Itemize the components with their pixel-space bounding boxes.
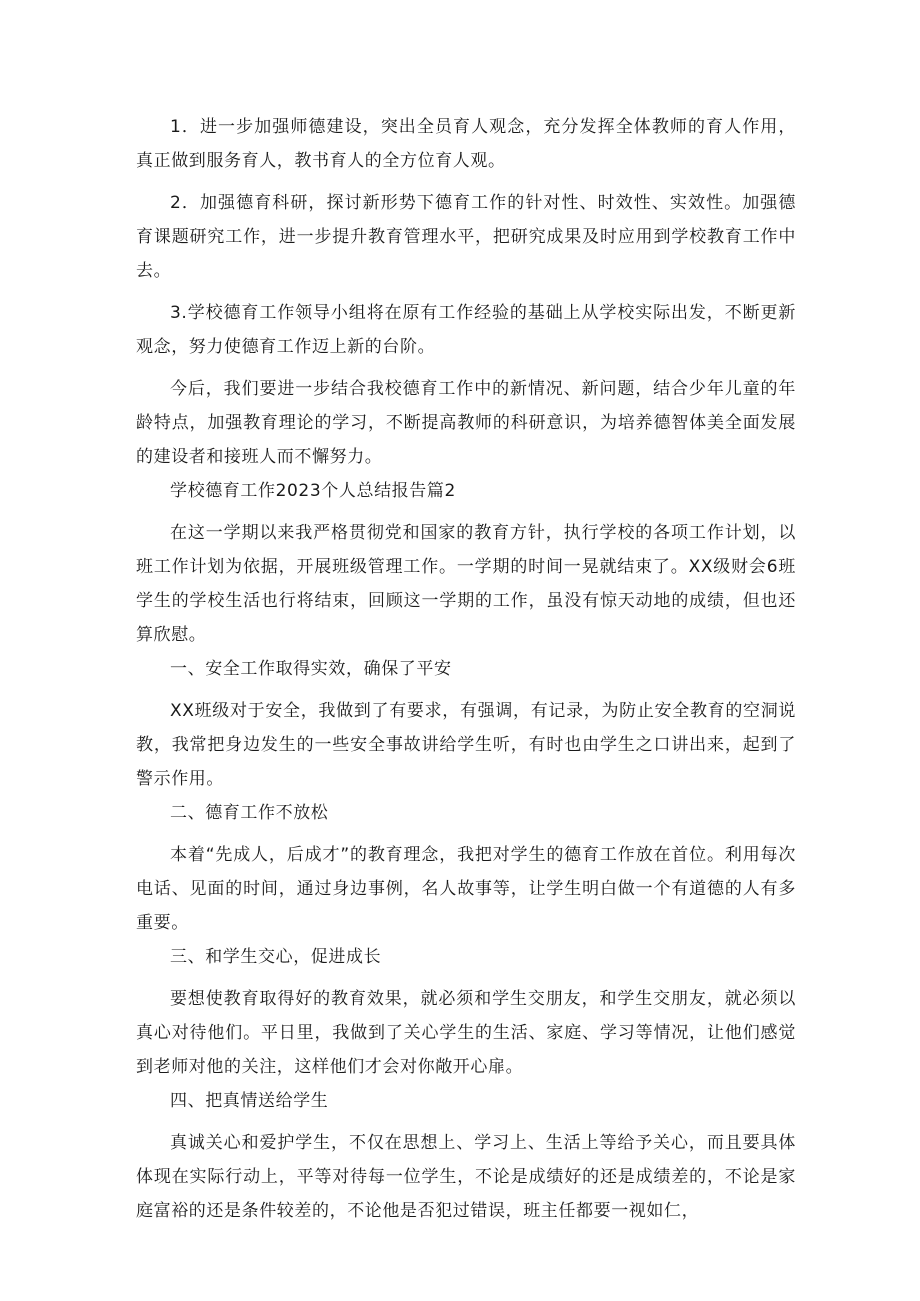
paragraph-care: 真诚关心和爱护学生，不仅在思想上、学习上、生活上等给予关心，而且要具体体现在实际行动上，平等对待每一位学生，不论是成绩好的还是成绩差的，不论是家庭富裕的还是条件较差的，不论他是否犯过错误，班主任都要一视如仁， xyxy=(136,1133,796,1221)
heading-moral: 二、德育工作不放松 xyxy=(170,803,329,823)
paragraph-item-2: 2．加强德育科研，探讨新形势下德育工作的针对性、时效性、实效性。加强德育课题研究工作，进一步提升教育管理水平，把研究成果及时应用到学校教育工作中去。 xyxy=(136,193,796,281)
paragraph-outlook: 今后，我们要进一步结合我校德育工作中的新情况、新问题，结合少年儿童的年龄特点，加强教育理论的学习，不断提高教师的科研意识，为培养德智体美全面发展的建设者和接班人而不懈努力。 xyxy=(136,379,796,467)
paragraph-intro: 在这一学期以来我严格贯彻党和国家的教育方针，执行学校的各项工作计划，以班工作计划为依据，开展班级管理工作。一学期的时间一晃就结束了。XX级财会6班学生的学校生活也行将结束，回顾这一学期的工作，虽没有惊天动地的成绩，但也还算欣慰。 xyxy=(136,523,796,645)
heading-safety: 一、安全工作取得实效，确保了平安 xyxy=(170,659,452,679)
section-title: 学校德育工作2023个人总结报告篇2 xyxy=(170,481,456,501)
paragraph-item-1: 1．进一步加强师德建设，突出全员育人观念，充分发挥全体教师的育人作用，真正做到服务育人，教书育人的全方位育人观。 xyxy=(136,117,796,171)
heading-heart: 三、和学生交心，促进成长 xyxy=(170,947,382,967)
heading-care: 四、把真情送给学生 xyxy=(170,1091,329,1111)
paragraph-item-3: 3.学校德育工作领导小组将在原有工作经验的基础上从学校实际出发，不断更新观念，努力使德育工作迈上新的台阶。 xyxy=(136,303,796,357)
document-body xyxy=(136,110,796,1228)
paragraph-moral: 本着“先成人，后成才”的教育理念，我把对学生的德育工作放在首位。利用每次电话、见面的时间，通过身边事例，名人故事等，让学生明白做一个有道德的人有多重要。 xyxy=(136,845,796,933)
paragraph-safety: XX班级对于安全，我做到了有要求，有强调，有记录，为防止安全教育的空洞说教，我常把身边发生的一些安全事故讲给学生听，有时也由学生之口讲出来，起到了警示作用。 xyxy=(136,701,796,789)
paragraph-heart: 要想使教育取得好的教育效果，就必须和学生交朋友，和学生交朋友，就必须以真心对待他们。平日里，我做到了关心学生的生活、家庭、学习等情况，让他们感觉到老师对他的关注，这样他们才会对你敞开心扉。 xyxy=(136,989,796,1077)
